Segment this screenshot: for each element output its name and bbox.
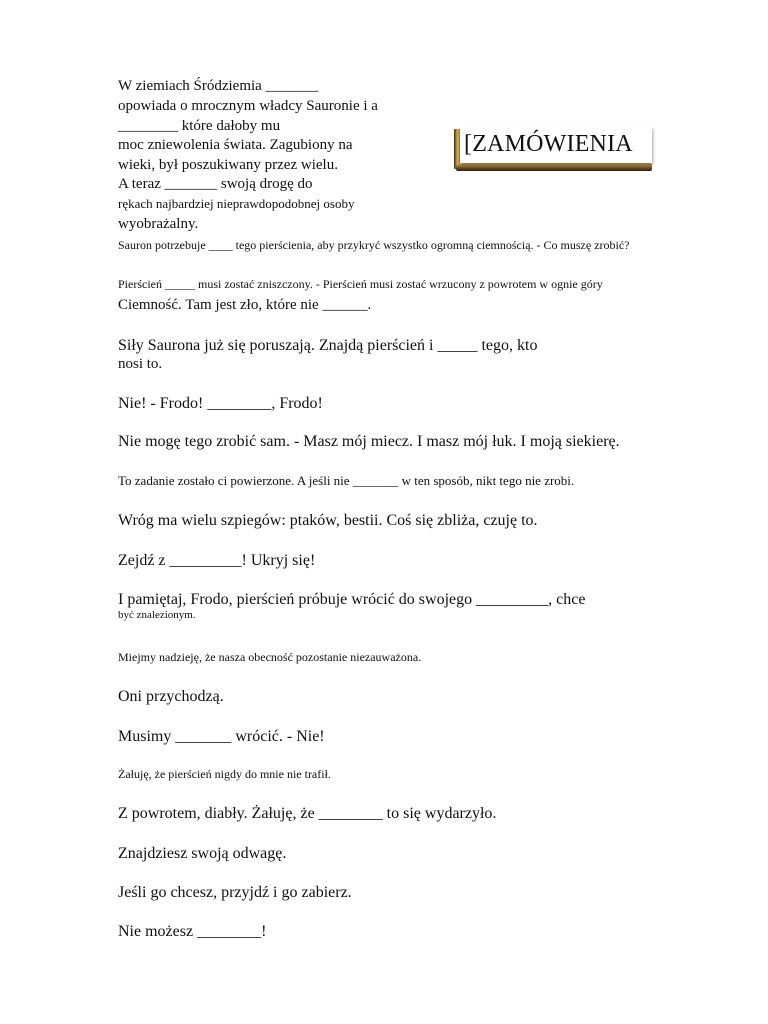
text-line: Znajdziesz swoją odwagę.	[118, 845, 287, 862]
text-line: opowiada o mrocznym władcy Sauronie i a	[118, 98, 378, 114]
text-line: W ziemiach Śródziemia _______	[118, 78, 319, 94]
text-line: wieki, był poszukiwany przez wielu.	[118, 157, 338, 173]
text-line: To zadanie zostało ci powierzone. A jeśli nie _______ w ten sposób, nikt tego nie zrobi.	[118, 473, 575, 488]
text-line: moc zniewolenia świata. Zagubiony na	[118, 137, 353, 153]
text-line: Miejmy nadzieję, że nasza obecność pozostanie niezauważona.	[118, 650, 422, 664]
text-line: Siły Saurona już się poruszają. Znajdą pierścień i _____ tego, kto	[118, 337, 538, 354]
text-line: Zejdź z _________! Ukryj się!	[118, 552, 316, 569]
text-line: ________ które dałoby mu	[118, 118, 281, 134]
text-line: Z powrotem, diabły. Żałuję, że ________ to się wydarzyło.	[118, 805, 497, 822]
text-line: być znalezionym.	[118, 609, 196, 621]
text-line: Sauron potrzebuje ____ tego pierścienia, aby przykryć wszystko ogromną ciemnością. - Co muszę zrobić?	[118, 238, 630, 252]
logo-gold-underline	[456, 163, 652, 171]
zamowienia-logo	[452, 127, 656, 173]
text-line: Ciemność. Tam jest zło, które nie ______.	[118, 297, 372, 313]
logo-text: [ZAMÓWIENIA	[464, 131, 633, 157]
text-line: Nie! - Frodo! ________, Frodo!	[118, 395, 323, 412]
text-line: Oni przychodzą.	[118, 688, 224, 705]
text-line: Musimy _______ wrócić. - Nie!	[118, 728, 325, 745]
text-line: Wróg ma wielu szpiegów: ptaków, bestii. Coś się zbliża, czuję to.	[118, 512, 538, 529]
text-line: Jeśli go chcesz, przyjdź i go zabierz.	[118, 884, 352, 901]
text-line: wyobrażalny.	[118, 216, 199, 232]
text-line: Nie mogę tego zrobić sam. - Masz mój miecz. I masz mój łuk. I moją siekierę.	[118, 433, 620, 450]
text-line: rękach najbardziej nieprawdopodobnej osoby	[118, 196, 355, 211]
text-line: A teraz _______ swoją drogę do	[118, 176, 313, 192]
text-line: nosi to.	[118, 356, 163, 372]
text-line: I pamiętaj, Frodo, pierścień próbuje wrócić do swojego _________, chce	[118, 591, 586, 608]
text-line: Żałuję, że pierścień nigdy do mnie nie trafił.	[118, 767, 331, 781]
text-line: Nie możesz ________!	[118, 923, 267, 940]
text-line: Pierścień _____ musi zostać zniszczony. - Pierścień musi zostać wrzucony z powrotem w ognie góry	[118, 277, 603, 291]
